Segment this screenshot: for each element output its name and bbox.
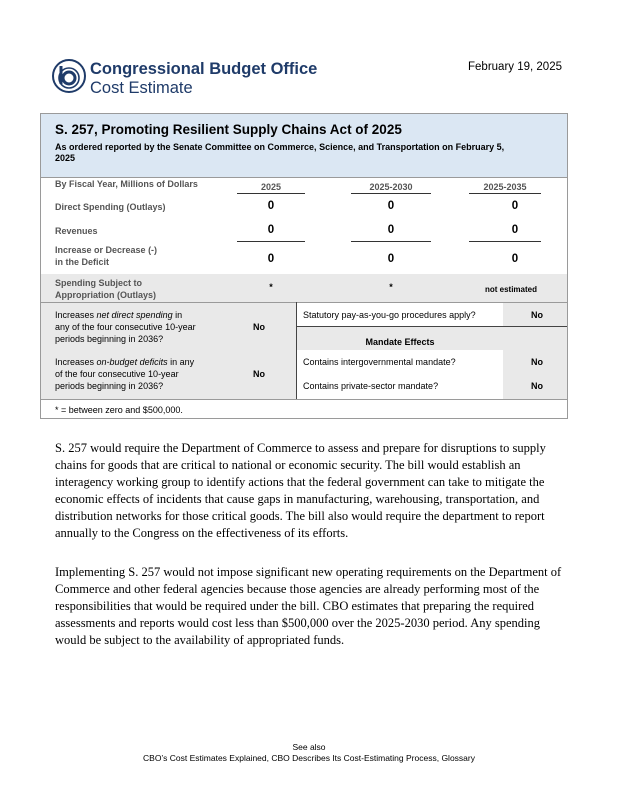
cell-direct-2030: 0 <box>387 200 395 212</box>
direct-spending-question-line2: any of the four consecutive 10-year <box>55 322 196 332</box>
paygo-question: Statutory pay-as-you-go procedures apply? <box>303 310 476 320</box>
summary-table-box <box>40 113 568 419</box>
sum-rule <box>237 241 305 242</box>
sum-rule <box>351 241 431 242</box>
row-label-direct-spending: Direct Spending (Outlays) <box>55 202 166 212</box>
cell-deficit-2035: 0 <box>511 253 519 265</box>
deficits-question-line2: of the four consecutive 10-year <box>55 369 179 379</box>
cell-direct-2035: 0 <box>511 200 519 212</box>
cell-direct-2025: 0 <box>267 200 275 212</box>
body-paragraph-2: Implementing S. 257 would not impose significant new operating requirements on the Department of Commerce and other federal agencies because those agencies are already performing most of the responsibilities that would be required under the bill. CBO estimates that preparing the required assessments and reports would cost less than $500,000 over the 2025-2030 period. Any spending would be subject to the availability of appropriated funds. <box>55 565 562 647</box>
direct-spending-answer: No <box>253 322 265 332</box>
title-area <box>41 114 567 178</box>
link-cost-estimates-explained[interactable]: CBO’s Cost Estimates Explained <box>143 753 267 763</box>
intergov-answer: No <box>531 357 543 367</box>
link-glossary[interactable]: Glossary <box>441 753 475 763</box>
doc-type: Cost Estimate <box>90 79 193 97</box>
row-label-appropriation-line2: Appropriation (Outlays) <box>55 290 156 300</box>
see-also-label: See also <box>292 742 326 752</box>
row-label-deficit-line2: in the Deficit <box>55 257 110 267</box>
unit-label: By Fiscal Year, Millions of Dollars <box>55 179 198 189</box>
link-cost-estimating-process[interactable]: CBO Describes Its Cost-Estimating Process <box>271 753 437 763</box>
col-rule <box>351 193 431 194</box>
footnote: * = between zero and $500,000. <box>55 405 183 415</box>
cell-approp-2025: * <box>269 282 273 292</box>
see-also-links <box>0 753 618 763</box>
row-label-revenues: Revenues <box>55 226 98 236</box>
private-answer: No <box>531 381 543 391</box>
sum-rule <box>469 241 541 242</box>
col-header-2025-2035: 2025-2035 <box>483 182 527 192</box>
link-separator: , <box>436 753 442 763</box>
cell-revenues-2035: 0 <box>511 224 519 236</box>
intergov-question: Contains intergovernmental mandate? <box>303 357 456 367</box>
footnote-border <box>41 399 567 400</box>
row-label-deficit-line1: Increase or Decrease (-) <box>55 245 158 255</box>
bill-title: S. 257, Promoting Resilient Supply Chains Act of 2025 <box>55 122 402 137</box>
paygo-answer: No <box>531 310 543 320</box>
cell-deficit-2030: 0 <box>387 253 395 265</box>
paygo-bottom-border <box>297 326 567 327</box>
deficits-answer: No <box>253 369 265 379</box>
direct-spending-question-line1: Increases net direct spending in <box>55 310 183 320</box>
cbo-logo-icon <box>52 59 86 93</box>
cell-approp-2030: * <box>389 282 393 292</box>
bill-subtitle: As ordered reported by the Senate Committee on Commerce, Science, and Transportation on February 5, 2025 <box>55 142 505 163</box>
link-separator: , <box>266 753 272 763</box>
col-rule <box>237 193 305 194</box>
row-label-appropriation-line1: Spending Subject to <box>55 278 142 288</box>
private-question: Contains private-sector mandate? <box>303 381 439 391</box>
cell-revenues-2025: 0 <box>267 224 275 236</box>
body-paragraph-1: S. 257 would require the Department of Commerce to assess and prepare for disruptions to supply chains for goods that are critical to national or economic security. The bill would establish an interagency working group to identify actions that the federal government can take to mitigate the economic effects of incidents that cause gaps in manufacturing, warehousing, transportation, and distribution networks for those critical goods. The bill also would require the department to report annually to the Congress on the effectiveness of its efforts. <box>55 441 546 540</box>
cell-approp-2035: not estimated <box>484 285 537 294</box>
deficits-question-line1: Increases on-budget deficits in any <box>55 357 195 367</box>
mandate-effects-header: Mandate Effects <box>365 337 435 347</box>
col-header-2025-2030: 2025-2030 <box>369 182 413 192</box>
direct-spending-question-line3: periods beginning in 2036? <box>55 334 164 344</box>
col-rule <box>469 193 541 194</box>
org-name: Congressional Budget Office <box>90 60 318 78</box>
col-header-2025: 2025 <box>260 182 282 192</box>
cell-revenues-2030: 0 <box>387 224 395 236</box>
cell-deficit-2025: 0 <box>267 253 275 265</box>
deficits-question-line3: periods beginning in 2036? <box>55 381 164 391</box>
estimate-date: February 19, 2025 <box>468 61 562 73</box>
